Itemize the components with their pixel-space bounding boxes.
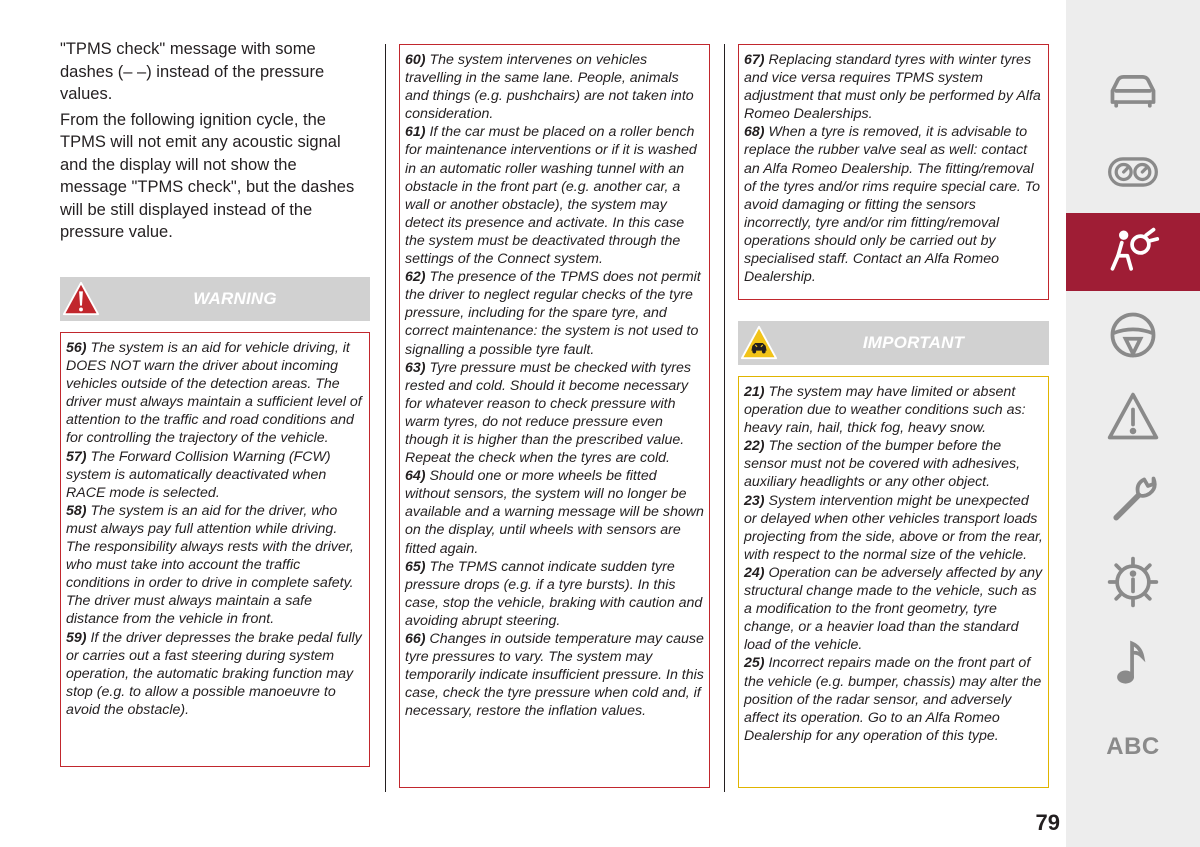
sidebar-item-maintenance[interactable] — [1066, 460, 1200, 538]
note-22: 22) The section of the bumper before the sensor must not be covered with adhesives, auxiliary headlights or any other object. — [744, 438, 1021, 491]
sidebar-item-car[interactable] — [1066, 50, 1200, 128]
note-63: 63) Tyre pressure must be checked with tyres rested and cold. Should it become necessary for whatever reason to check pressure with warm tyres, do not reduce pressure even though it is higher than the prescribed value. Repeat the check when the tyres are cold. — [405, 359, 691, 467]
note-64: 64) Should one or more wheels be fitted without sensors, the system will no longer be available and a warning message will be shown on the display, until wheels with sensors are fitted again. — [405, 468, 704, 557]
note-57: 57) The Forward Collision Warning (FCW) system is automatically deactivated when RACE mode is selected. — [66, 448, 331, 501]
warning-triangle-icon — [62, 280, 100, 318]
note-25: 25) Incorrect repairs made on the front part of the vehicle (e.g. bumper, chassis) may alter the position of the radar sensor, and adversely affect its operation. Go to an Alfa Romeo Dealership for any operation of this type. — [744, 655, 1042, 744]
note-68: 68) When a tyre is removed, it is advisable to replace the rubber valve seal as well: contact an Alfa Romeo Dealership. The fitting/removal of the tyres and/or rims require special care. To avoid damaging or fitting the sensors incorrectly, tyre and/or rim fitting/removal operations should only be carried out by specialised staff. Contact an Alfa Romeo Dealership. — [744, 124, 1040, 286]
note-66: 66) Changes in outside temperature may cause tyre pressures to vary. The system may temporarily indicate insufficient pressure. In this case, check the tyre pressure when cold and, if necessary, restore the inflation values. — [405, 631, 704, 720]
note-60: 60) The system intervenes on vehicles travelling in the same lane. People, animals and things (e.g. pushchairs) are not taken into consideration. — [405, 52, 694, 123]
wrench-icon — [1105, 471, 1161, 527]
note-59: 59) If the driver depresses the brake pedal fully or carries out a fast steering during system operation, the automatic braking function may stop (e.g. to allow a possible manoeuvre to avoid the obstacle). — [66, 629, 362, 718]
middle-notes-box — [399, 44, 710, 788]
sidebar-item-steering[interactable] — [1066, 296, 1200, 374]
column-divider — [724, 44, 725, 792]
intro-text — [60, 38, 360, 247]
warning-notes-box — [60, 332, 370, 767]
note-67: 67) Replacing standard tyres with winter tyres and vice versa requires TPMS system adjustment that must only be performed by Alfa Romeo Dealerships. — [744, 52, 1041, 123]
note-61: 61) If the car must be placed on a roller bench for maintenance interventions or if it is washed in an automatic roller washing tunnel with an obstacle in the front part (e.g. another car, a wall or another obstacle), the system may detect its presence and activate. In this case the system must be deactivated through the settings of the Connect system. — [405, 124, 697, 268]
warning-title: WARNING — [193, 289, 277, 308]
important-notes-box — [738, 376, 1049, 788]
sidebar-item-index[interactable] — [1066, 708, 1200, 786]
sidebar-item-multimedia[interactable] — [1066, 625, 1200, 703]
note-56: 56) The system is an aid for vehicle driving, it DOES NOT warn the driver about incoming vehicles outside of the detection areas. The driver must always maintain a sufficient level of attention to the traffic and road conditions and for controlling the trajectory of the vehicle. — [66, 340, 362, 447]
note-65: 65) The TPMS cannot indicate sudden tyre pressure drops (e.g. if a tyre bursts). In this case, stop the vehicle, braking with caution and avoiding abrupt steering. — [405, 558, 703, 629]
note-21: 21) The system may have limited or absent operation due to weather conditions such as: heavy rain, hail, thick fog, heavy snow. — [744, 384, 1026, 437]
sidebar-item-technical-data[interactable] — [1066, 543, 1200, 621]
column-divider — [385, 44, 386, 792]
chapter-sidebar — [1066, 0, 1200, 847]
info-gear-icon — [1105, 554, 1161, 610]
important-title: IMPORTANT — [862, 333, 965, 352]
caution-car-icon — [740, 324, 778, 362]
sidebar-item-dashboard[interactable] — [1066, 133, 1200, 211]
index-abc-label: ABC — [1106, 733, 1160, 760]
note-23: 23) System intervention might be unexpected or delayed when other vehicles transport loads projecting from the side, above or from the rear, with respect to the normal size of the vehicle. — [744, 492, 1043, 563]
right-notes-box — [738, 44, 1049, 300]
sidebar-item-safety[interactable] — [1066, 213, 1200, 291]
intro-paragraph: From the following ignition cycle, the TPMS will not emit any acoustic signal and the display will not show the message "TPMS check", but the dashes will be still displayed instead of the pressure value. — [60, 110, 355, 241]
safety-airbag-icon — [1105, 224, 1161, 280]
note-58: 58) The system is an aid for the driver, who must always pay full attention while driving. The responsibility always rests with the driver, who must take into account the traffic conditions in order to drive in complete safety. The driver must always maintain a safe distance from the vehicle in front. — [66, 502, 354, 628]
intro-paragraph: "TPMS check" message with some dashes (– –) instead of the pressure values. — [60, 40, 325, 103]
note-24: 24) Operation can be adversely affected by any structural change made to the vehicle, such as a modification to the front geometry, tyre change, or a heavier load than the standard load of the vehicle. — [744, 564, 1043, 654]
page-number: 79 — [1035, 810, 1060, 835]
music-note-icon — [1105, 636, 1161, 692]
sidebar-item-warning[interactable] — [1066, 378, 1200, 456]
car-icon — [1105, 61, 1161, 117]
note-62: 62) The presence of the TPMS does not permit the driver to neglect regular checks of the tyre pressure, including for the spare tyre, and correct maintenance: the system is not used to signalling a possible tyre fault. — [405, 269, 701, 358]
steering-wheel-icon — [1105, 307, 1161, 363]
warning-triangle-icon — [1105, 389, 1161, 445]
important-header — [738, 321, 1049, 365]
warning-header — [60, 277, 370, 321]
dashboard-icon — [1105, 144, 1161, 200]
